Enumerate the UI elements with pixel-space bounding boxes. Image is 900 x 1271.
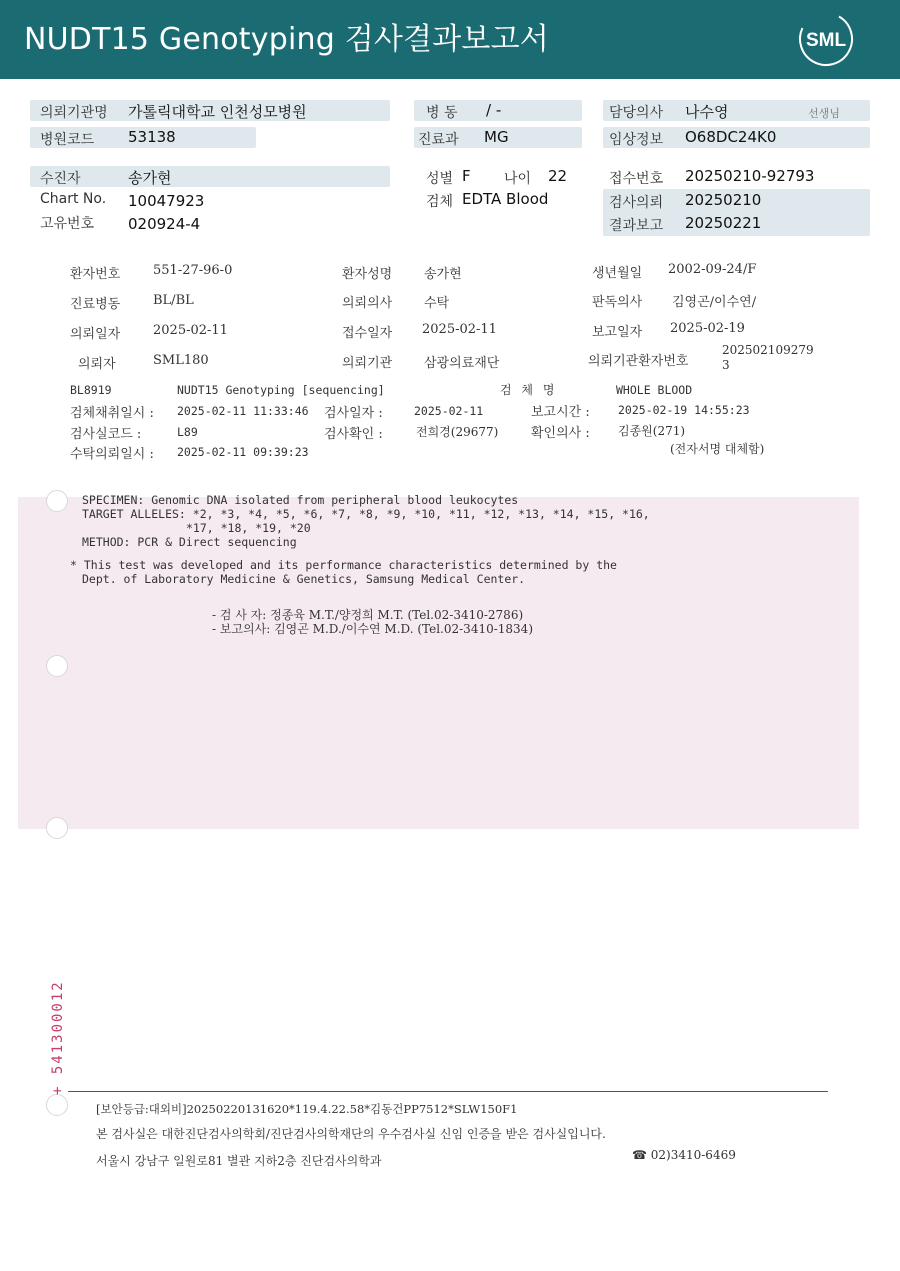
doctor-suffix: 선생님 — [808, 107, 840, 120]
scan-req-inst-value: 삼광의료재단 — [424, 356, 500, 371]
lab-code-value: L89 — [177, 425, 198, 439]
doctor-value: 나수영 — [685, 103, 729, 121]
patient-value: 송가현 — [128, 169, 172, 187]
scan-reading-doctor-label: 판독의사 — [592, 295, 643, 310]
receipt-no-value: 20250210-92793 — [685, 167, 815, 185]
report-title: NUDT15 Genotyping 검사결과보고서 — [24, 22, 549, 57]
scan-birth-label: 생년월일 — [592, 266, 643, 281]
report-specimen-line: SPECIMEN: Genomic DNA isolated from peripheral blood leukocytes — [82, 493, 519, 507]
footer-rule — [68, 1091, 828, 1092]
clinical-info-value: O68DC24K0 — [685, 128, 777, 146]
confirm-doctor-label: 확인의사 : — [531, 426, 590, 441]
unique-no-value: 020924-4 — [128, 215, 201, 233]
clinical-info-label: 임상정보 — [609, 132, 664, 148]
ward-value: / - — [486, 101, 502, 119]
department-value: MG — [484, 128, 509, 146]
patient-label: 수진자 — [40, 171, 81, 187]
result-report-label: 결과보고 — [609, 218, 664, 234]
scan-req-date-label: 의뢰일자 — [70, 327, 121, 342]
confirm-doctor-value: 김종원(271) — [618, 424, 686, 438]
report-time-label: 보고시간 : — [531, 405, 590, 420]
security-line: [보안등급:대외비]20250220131620*119.4.22.58*김동건PP7512*SLW150F1 — [96, 1102, 518, 1116]
test-confirm-label: 검사확인 : — [324, 427, 383, 442]
institution-value: 가톨릭대학교 인천성모병원 — [128, 103, 307, 121]
collect-time-label: 검체채취일시 : — [70, 406, 154, 421]
test-request-value: 20250210 — [685, 191, 762, 209]
scan-requester-value: SML180 — [153, 353, 209, 368]
ward-label: 병 동 — [426, 105, 458, 121]
scan-ward-label: 진료병동 — [70, 297, 121, 312]
lab-code-label: 검사실코드 : — [70, 427, 142, 442]
age-label: 나이 — [504, 171, 532, 187]
scan-req-date-value: 2025-02-11 — [153, 323, 228, 338]
scan-birth-value: 2002-09-24/F — [668, 262, 757, 277]
receipt-no-label: 접수번호 — [609, 171, 664, 187]
barcode-number: + 541300012 — [50, 980, 66, 1095]
sml-logo-text: SML — [805, 30, 847, 51]
doctor-label: 담당의사 — [609, 105, 664, 121]
certification-line: 본 검사실은 대한진단검사의학회/진단검사의학재단의 우수검사실 신임 인증을 받은 검사실입니다. — [96, 1127, 606, 1141]
hospital-code-value: 53138 — [128, 128, 176, 146]
scan-inst-patient-no-value: 202502109279 — [722, 343, 814, 357]
specimen-value: EDTA Blood — [462, 190, 549, 208]
chart-no-label: Chart No. — [40, 191, 107, 207]
test-request-label: 검사의뢰 — [609, 195, 664, 211]
scan-patient-name-value: 송가현 — [424, 267, 462, 282]
report-target-alleles-line-2: *17, *18, *19, *20 — [186, 521, 311, 535]
address-line: 서울시 강남구 일원로81 별관 지하2층 진단검사의학과 — [96, 1154, 382, 1168]
binder-hole — [46, 490, 68, 512]
hospital-code-label: 병원코드 — [40, 132, 95, 148]
scan-requester-label: 의뢰자 — [78, 357, 116, 372]
sex-value: F — [462, 167, 471, 185]
report-method-line: METHOD: PCR & Direct sequencing — [82, 535, 297, 549]
unique-no-label: 고유번호 — [40, 216, 95, 232]
scan-req-doctor-value: 수탁 — [424, 296, 450, 311]
patient-pill — [30, 166, 390, 187]
test-date-label: 검사일자 : — [324, 406, 383, 421]
collect-time-value: 2025-02-11 11:33:46 — [177, 404, 309, 418]
sml-logo-icon — [796, 10, 856, 68]
institution-label: 의뢰기관명 — [40, 105, 108, 121]
report-disclaimer-line-2: Dept. of Laboratory Medicine & Genetics, Samsung Medical Center. — [82, 572, 526, 586]
report-target-alleles-line: TARGET ALLELES: *2, *3, *4, *5, *6, *7, *8, *9, *10, *11, *12, *13, *14, *15, *16, — [82, 507, 650, 521]
report-time-value: 2025-02-19 14:55:23 — [618, 403, 750, 417]
test-date-value: 2025-02-11 — [414, 404, 484, 418]
scan-reading-doctor-value: 김영곤/이수연/ — [672, 295, 757, 310]
scan-report-date-value: 2025-02-19 — [670, 321, 745, 336]
scan-recv-date-value: 2025-02-11 — [422, 322, 497, 337]
binder-hole — [46, 655, 68, 677]
specimen-name-value: WHOLE BLOOD — [616, 383, 693, 397]
binder-hole — [46, 1094, 68, 1116]
scan-patient-no-value: 551-27-96-0 — [153, 263, 233, 278]
report-tester-line: - 검 사 자: 정종육 M.T./양정희 M.T. (Tel.02-3410-2786) — [212, 608, 524, 622]
test-code: BL8919 — [70, 383, 112, 397]
department-label: 진료과 — [418, 132, 459, 148]
scan-report-date-label: 보고일자 — [592, 325, 643, 340]
phone-line: ☎ 02)3410-6469 — [632, 1148, 736, 1162]
scan-inst-patient-no-value-2: 3 — [722, 358, 730, 372]
sex-label: 성별 — [426, 171, 454, 187]
result-report-value: 20250221 — [685, 214, 762, 232]
scan-patient-no-label: 환자번호 — [70, 267, 121, 282]
test-confirm-value: 전희경(29677) — [416, 425, 499, 439]
scan-inst-patient-no-label: 의뢰기관환자번호 — [588, 354, 689, 369]
age-value: 22 — [548, 167, 568, 185]
scan-ward-value: BL/BL — [153, 293, 194, 308]
report-disclaimer-line: * This test was developed and its performance characteristics determined by the — [70, 558, 617, 572]
binder-hole — [46, 817, 68, 839]
scan-req-inst-label: 의뢰기관 — [342, 356, 393, 371]
chart-no-value: 10047923 — [128, 192, 205, 210]
test-name: NUDT15 Genotyping [sequencing] — [177, 383, 385, 397]
report-doctor-line: - 보고의사: 김영곤 M.D./이수연 M.D. (Tel.02-3410-1834) — [212, 622, 533, 636]
scan-patient-name-label: 환자성명 — [342, 267, 393, 282]
specimen-label: 검체 — [426, 194, 454, 210]
e-signature-note: (전자서명 대체함) — [670, 442, 765, 456]
consign-time-value: 2025-02-11 09:39:23 — [177, 445, 309, 459]
specimen-name-label: 검 체 명 — [500, 383, 558, 397]
consign-time-label: 수탁의뢰일시 : — [70, 447, 154, 462]
scan-recv-date-label: 접수일자 — [342, 326, 393, 341]
scan-req-doctor-label: 의뢰의사 — [342, 296, 393, 311]
